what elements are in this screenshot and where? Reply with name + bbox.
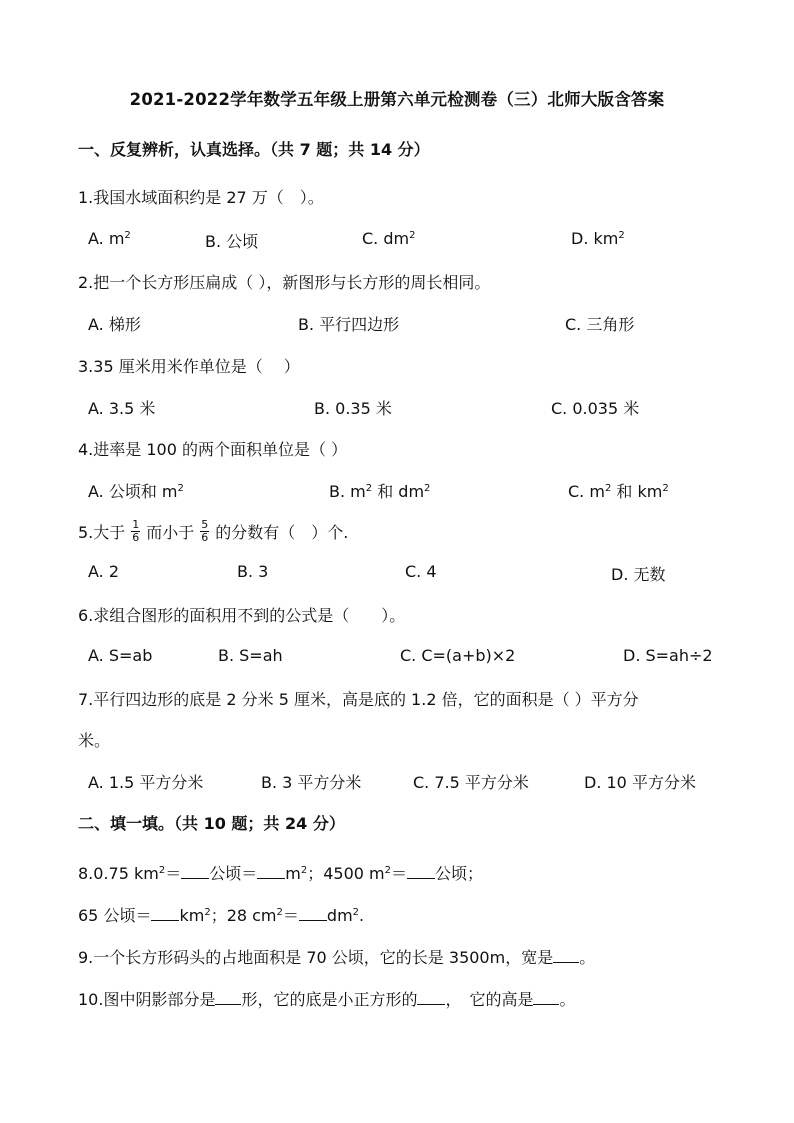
answer-blank[interactable] (181, 864, 209, 879)
question-3: 3.35 厘米用米作单位是（ ） (78, 357, 300, 376)
q5-option-b: B. 3 (237, 562, 269, 581)
q8-text: km (179, 906, 205, 925)
superscript: 2 (662, 483, 669, 494)
q5-option-c: C. 4 (405, 562, 437, 581)
answer-blank[interactable] (407, 864, 435, 879)
page-title: 2021-2022学年数学五年级上册第六单元检测卷（三）北师大版含答案 (129, 90, 665, 109)
question-6: 6.求组合图形的面积用不到的公式是（ ）。 (78, 606, 406, 625)
option-text: 和 km (611, 482, 663, 501)
question-8-line-2 (78, 903, 364, 926)
answer-blank[interactable] (417, 990, 445, 1005)
q8-text: 公顷＝ (209, 864, 258, 883)
q6-option-b: B. S=ah (218, 646, 283, 665)
q8-text: ；28 cm (210, 906, 277, 925)
q1-option-c (362, 229, 415, 248)
answer-blank[interactable] (553, 948, 579, 963)
question-2: 2.把一个长方形压扁成（ ），新图形与长方形的周长相同。 (78, 273, 491, 292)
q8-text: 8.0.75 km (78, 864, 159, 883)
superscript: 2 (300, 865, 308, 876)
fraction-denominator: 6 (132, 531, 140, 544)
superscript: 2 (424, 483, 431, 494)
q2-option-c: C. 三角形 (565, 315, 635, 334)
q5-text-mid: 而小于 (146, 523, 195, 542)
q5-text-start: 5.大于 (78, 523, 126, 542)
superscript: 2 (365, 483, 373, 494)
q3-option-a: A. 3.5 米 (88, 399, 156, 418)
answer-blank[interactable] (533, 990, 559, 1005)
q6-option-d: D. S=ah÷2 (623, 646, 713, 665)
q3-option-b: B. 0.35 米 (314, 399, 392, 418)
superscript: 2 (604, 483, 612, 494)
question-5 (78, 520, 348, 546)
q9-text: 。 (579, 948, 596, 967)
q4-option-b (329, 479, 430, 502)
q1-option-d (571, 229, 625, 248)
option-text: 和 dm (372, 482, 425, 501)
superscript: 2 (352, 907, 360, 918)
q8-text: ＝ (390, 864, 407, 883)
q10-text: 10.图中阴影部分是 (78, 990, 216, 1009)
option-text: A. 公顷和 m (88, 482, 178, 501)
answer-blank[interactable] (299, 906, 327, 921)
option-text: B. m (329, 482, 366, 501)
fraction-numerator: 5 (201, 518, 209, 531)
q4-option-c (568, 479, 669, 502)
q5-option-d: D. 无数 (611, 565, 666, 584)
q8-text: . (359, 906, 365, 925)
q8-text: ；4500 m (307, 864, 385, 883)
question-4: 4.进率是 100 的两个面积单位是（ ） (78, 440, 348, 459)
q6-option-a: A. S=ab (88, 646, 153, 665)
question-1: 1.我国水域面积约是 27 万（ ）。 (78, 188, 324, 207)
question-9 (78, 945, 595, 968)
q8-text: dm (326, 906, 353, 925)
fraction-denominator: 6 (201, 531, 209, 544)
q7-option-d: D. 10 平方分米 (584, 773, 696, 792)
q4-option-a (88, 479, 184, 502)
superscript: 2 (158, 865, 166, 876)
fraction-numerator: 1 (132, 518, 140, 531)
q8-text: ＝ (282, 906, 299, 925)
q10-text: ， 它的高是 (445, 990, 534, 1009)
fraction-one-sixth (131, 519, 140, 544)
q8-text: 65 公顷＝ (78, 906, 152, 925)
q2-option-a: A. 梯形 (88, 315, 141, 334)
superscript: 2 (124, 230, 131, 241)
q10-text: 。 (559, 990, 576, 1009)
superscript: 2 (204, 907, 211, 918)
superscript: 2 (276, 907, 283, 918)
q7-option-b: B. 3 平方分米 (261, 773, 362, 792)
q8-text: ＝ (165, 864, 182, 883)
superscript: 2 (177, 483, 184, 494)
answer-blank[interactable] (151, 906, 179, 921)
q10-text: 形，它的底是小正方形的 (241, 990, 418, 1009)
option-text: D. km (571, 229, 619, 248)
q9-text: 9.一个长方形码头的占地面积是 70 公顷，它的长是 3500m，宽是 (78, 948, 554, 967)
superscript: 2 (409, 230, 416, 241)
superscript: 2 (384, 865, 391, 876)
question-7-line-2: 米。 (78, 731, 111, 750)
option-text: C. m (568, 482, 605, 501)
q6-option-c: C. C=(a+b)×2 (400, 646, 516, 665)
section-heading-choice: 一、反复辨析，认真选择。（共 7 题；共 14 分） (78, 140, 430, 159)
q1-option-a (88, 229, 131, 248)
q5-text-end: 的分数有（ ）个. (215, 523, 349, 542)
question-8-line-1 (78, 861, 483, 884)
section-heading-fill: 二、填一填。（共 10 题；共 24 分） (78, 814, 345, 833)
q7-option-a: A. 1.5 平方分米 (88, 773, 204, 792)
answer-blank[interactable] (257, 864, 285, 879)
answer-blank[interactable] (215, 990, 241, 1005)
superscript: 2 (618, 230, 625, 241)
question-7-line-1: 7.平行四边形的底是 2 分米 5 厘米，高是底的 1.2 倍，它的面积是（ ）平方分 (78, 690, 639, 709)
q8-text: m (285, 864, 301, 883)
q3-option-c: C. 0.035 米 (551, 399, 640, 418)
option-text: A. m (88, 229, 125, 248)
q1-option-b: B. 公顷 (205, 232, 259, 251)
q5-option-a: A. 2 (88, 562, 120, 581)
option-text: C. dm (362, 229, 410, 248)
q7-option-c: C. 7.5 平方分米 (413, 773, 529, 792)
fraction-five-sixths (200, 519, 209, 544)
q8-text: 公顷； (435, 864, 484, 883)
q2-option-b: B. 平行四边形 (298, 315, 400, 334)
question-10 (78, 987, 576, 1010)
